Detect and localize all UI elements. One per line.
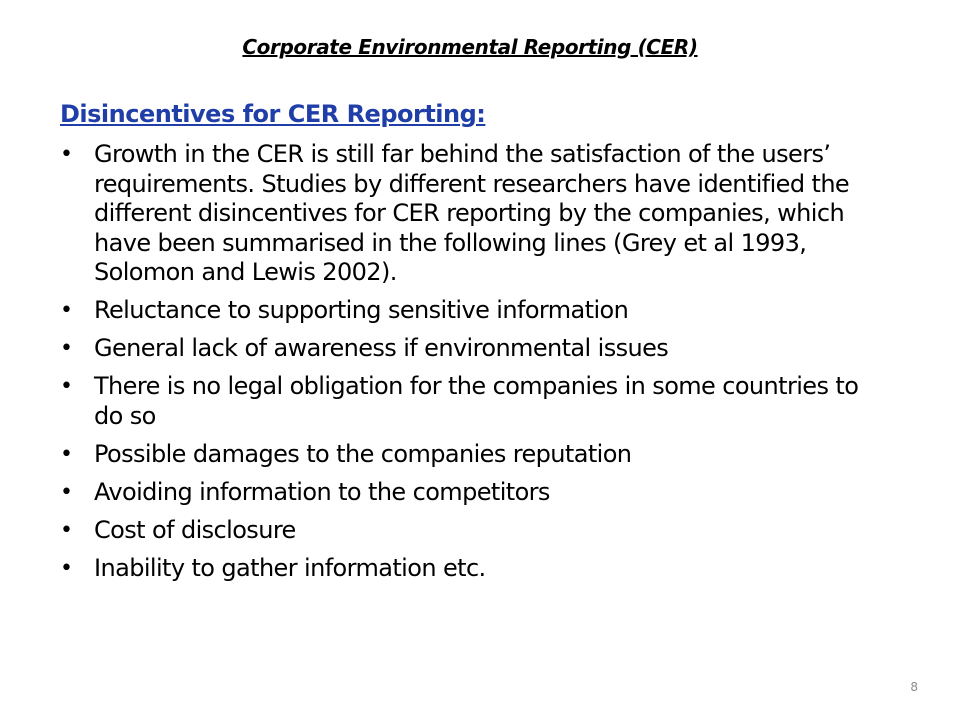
bullet-item <box>60 516 880 546</box>
bullet-icon: • <box>60 374 73 399</box>
bullet-item <box>60 478 880 508</box>
bullet-text: Cost of disclosure <box>94 515 296 544</box>
bullet-item <box>60 334 880 364</box>
bullet-text: Avoiding information to the competitors <box>94 477 550 506</box>
bullet-icon: • <box>60 555 73 581</box>
bullet-text: Inability to gather information etc. <box>94 553 486 582</box>
bullet-item <box>60 554 880 584</box>
bullet-list <box>60 140 880 592</box>
section-heading: Disincentives for CER Reporting: <box>60 100 486 128</box>
bullet-item <box>60 440 880 470</box>
bullet-text: Possible damages to the companies reputation <box>94 439 632 468</box>
bullet-item <box>60 140 880 288</box>
bullet-item <box>60 296 880 326</box>
page-number: 8 <box>910 680 918 694</box>
bullet-icon: • <box>60 479 73 505</box>
slide-title: Corporate Environmental Reporting (CER) <box>242 35 698 59</box>
bullet-icon: • <box>60 142 73 167</box>
bullet-icon: • <box>60 298 73 323</box>
bullet-icon: • <box>60 336 73 361</box>
bullet-text: Reluctance to supporting sensitive information <box>94 296 629 324</box>
bullet-text: Growth in the CER is still far behind the satisfaction of the users’ requirements. Studies by different researchers have identified the different disincentives for CER reporting by the companies, which have been summarised in the following lines (Grey et al 1993, Solomon and Lewis 2002). <box>94 140 850 286</box>
bullet-text: General lack of awareness if environmental issues <box>94 334 669 362</box>
bullet-text: There is no legal obligation for the companies in some countries to do so <box>94 372 859 430</box>
bullet-item <box>60 372 880 431</box>
bullet-icon: • <box>60 517 73 543</box>
bullet-icon: • <box>60 441 73 467</box>
